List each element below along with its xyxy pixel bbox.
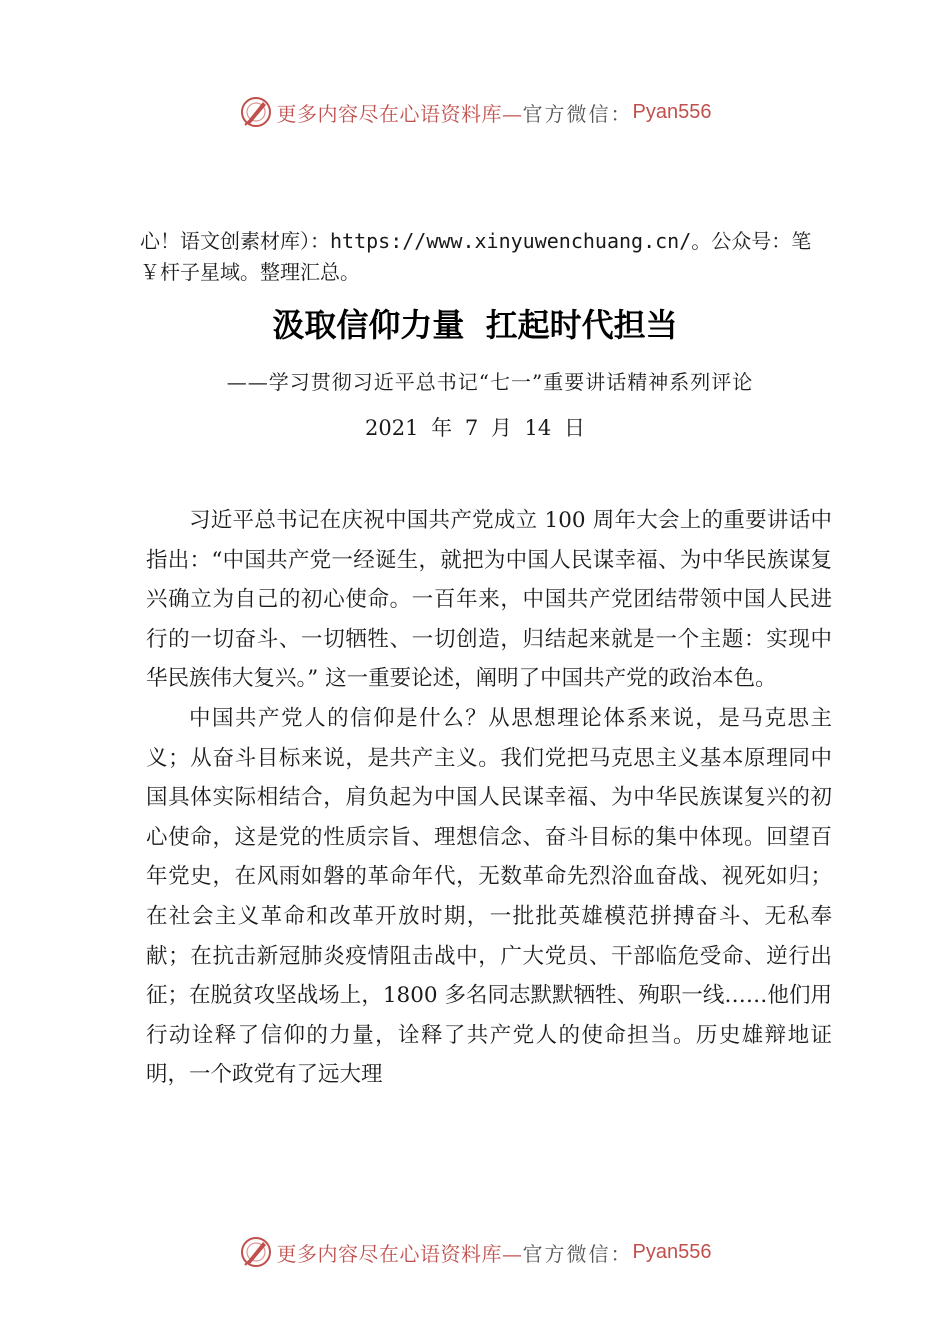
quill-logo-icon (239, 95, 273, 129)
article-subtitle: ——学习贯彻习近平总书记“七一”重要讲话精神系列评论 (226, 370, 754, 394)
footer-banner (0, 1232, 950, 1272)
article-title: 汲取信仰力量 扛起时代担当 (272, 306, 678, 344)
header-wechat-id: Pyan556 (632, 100, 712, 123)
header-promo-text: 更多内容尽在心语资料库— (276, 101, 523, 126)
paragraph: 中国共产党人的信仰是什么？从思想理论体系来说，是马克思主义；从奋斗目标来说，是共产主义。我们党把马克思主义基本原理同中国具体实际相结合，肩负起为中国人民谋幸福、为中华民族谋复兴的初心使命，这是党的性质宗旨、理想信念、奋斗目标的集中体现。回望百年党史，在风雨如磐的革命年代，无数革命先烈浴血奋战、视死如归；在社会主义革命和改革开放时期，一批批英雄模范拼搏奋斗、无私奉献；在抗击新冠肺炎疫情阻击战中，广大党员、干部临危受命、逆行出征；在脱贫攻坚战场上，1800 多名同志默默牺牲、殉职一线……他们用行动诠释了信仰的力量，诠释了共产党人的使命担当。历史雄辩地证明，一个政党有了远大理 (146, 705, 832, 1088)
header-wechat-label: 官方微信： (522, 101, 633, 126)
paragraph: 习近平总书记在庆祝中国共产党成立 100 周年大会上的重要讲话中指出：“中国共产党一经诞生，就把为中国人民谋幸福、为中华民族谋复兴确立为自己的初心使命。一百年来，中国共产党团结带领中国人民进行的一切奋斗、一切牺牲、一切创造，归结起来就是一个主题：实现中华民族伟大复兴。” 这一重要论述，阐明了中国共产党的政治本色。 (146, 508, 832, 692)
footer-wechat-label: 官方微信： (522, 1241, 633, 1266)
source-note: 心！语文创素材库）：https://www.xinyuwenchuang.cn/。公众号：笔￥杆子星域。整理汇总。 (140, 229, 812, 284)
quill-logo-icon (239, 1235, 273, 1269)
article-body (146, 501, 832, 1095)
footer-wechat-id: Pyan556 (632, 1240, 712, 1263)
header-banner (0, 92, 950, 132)
footer-promo-text: 更多内容尽在心语资料库— (276, 1241, 523, 1266)
article-date: 2021 年 7 月 14 日 (365, 416, 585, 440)
